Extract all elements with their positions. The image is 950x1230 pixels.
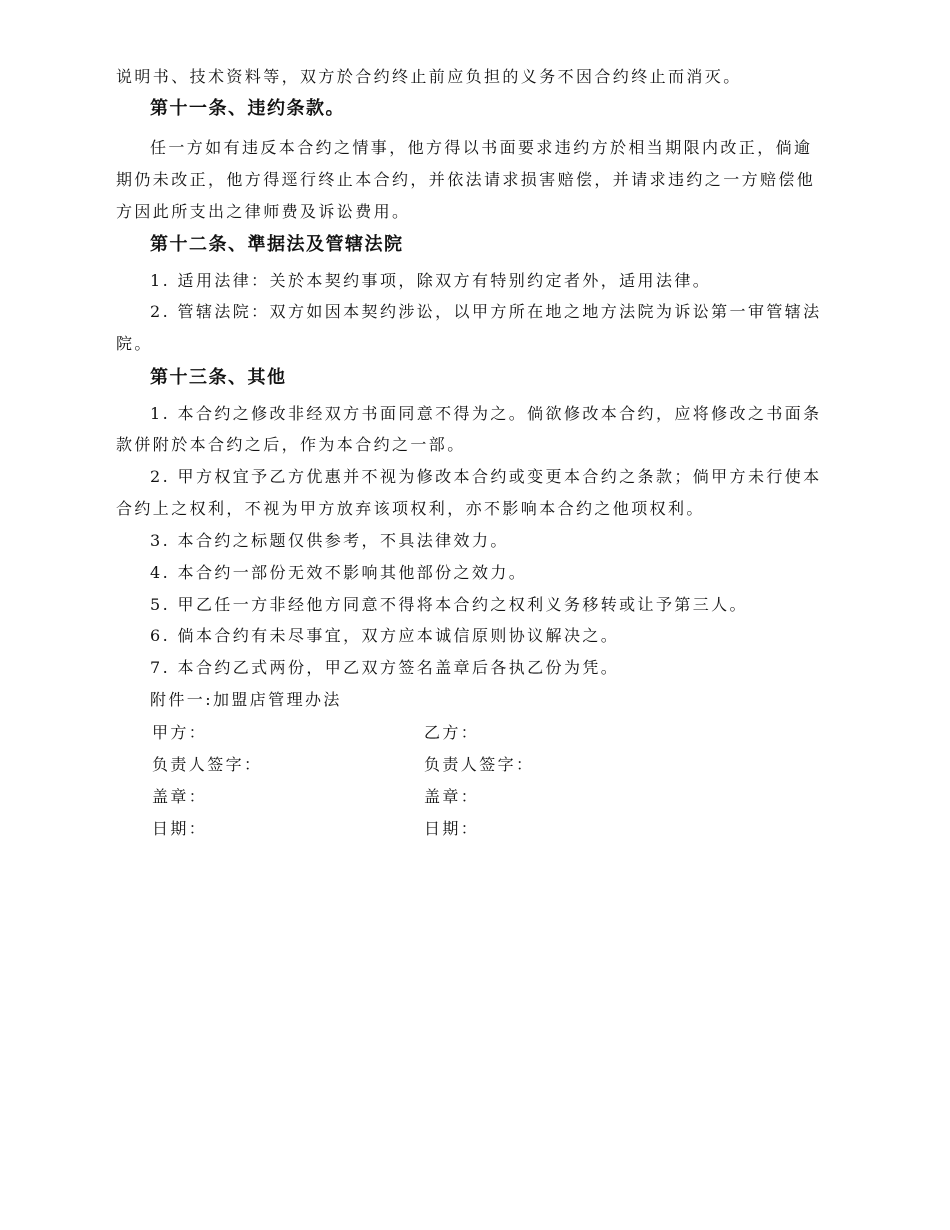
section-13-line-7: 5. 甲乙任一方非经他方同意不得将本合约之权利义务移转或让予第三人。 bbox=[150, 595, 748, 614]
section-13-line-8: 6. 倘本合约有未尽事宜，双方应本诚信原则协议解决之。 bbox=[150, 626, 620, 645]
section-13-line-2: 款併附於本合约之后，作为本合约之一部。 bbox=[116, 435, 466, 454]
intro-line: 说明书、技术资料等，双方於合约终止前应负担的义务不因合约终止而消灭。 bbox=[116, 67, 742, 86]
section-11-line-2: 期仍未改正，他方得逕行终止本合约，并依法请求损害赔偿，并请求违约之一方赔偿他 bbox=[116, 170, 816, 189]
party-b-label: 乙方： bbox=[424, 723, 480, 742]
section-13-line-5: 3. 本合约之标题仅供参考，不具法律效力。 bbox=[150, 531, 509, 550]
section-12-line-1: 1. 适用法律：关於本契约事项，除双方有特别约定者外，适用法律。 bbox=[150, 271, 712, 290]
party-a-signatory: 负责人签字： bbox=[152, 755, 263, 774]
section-13-line-4: 合约上之权利，不视为甲方放弃该项权利，亦不影响本合约之他项权利。 bbox=[116, 499, 705, 518]
party-b-seal: 盖章： bbox=[424, 787, 480, 806]
section-12-line-3: 院。 bbox=[116, 334, 153, 353]
attachment-line: 附件一:加盟店管理办法 bbox=[150, 690, 342, 709]
party-a-seal: 盖章： bbox=[152, 787, 208, 806]
section-11-title: 第十一条、违约条款。 bbox=[150, 98, 345, 119]
section-12-title: 第十二条、準据法及管辖法院 bbox=[150, 234, 404, 255]
party-b-date: 日期： bbox=[424, 819, 480, 838]
section-13-line-1: 1. 本合约之修改非经双方书面同意不得为之。倘欲修改本合约，应将修改之书面条 bbox=[150, 404, 822, 423]
section-13-title: 第十三条、其他 bbox=[150, 367, 287, 388]
section-13-line-9: 7. 本合约乙式两份，甲乙双方签名盖章后各执乙份为凭。 bbox=[150, 658, 620, 677]
section-11-line-1: 任一方如有违反本合约之情事，他方得以书面要求违约方於相当期限内改正，倘逾 bbox=[150, 138, 813, 157]
party-a-label: 甲方： bbox=[152, 723, 208, 742]
section-12-line-2: 2. 管辖法院：双方如因本契约涉讼，以甲方所在地之地方法院为诉讼第一审管辖法 bbox=[150, 302, 822, 321]
party-a-date: 日期： bbox=[152, 819, 208, 838]
section-11-line-3: 方因此所支出之律师费及诉讼费用。 bbox=[116, 202, 411, 221]
section-13-line-3: 2. 甲方权宜予乙方优惠并不视为修改本合约或变更本合约之条款；倘甲方未行使本 bbox=[150, 467, 822, 486]
section-13-line-6: 4. 本合约一部份无效不影响其他部份之效力。 bbox=[150, 563, 528, 582]
party-b-signatory: 负责人签字： bbox=[424, 755, 535, 774]
